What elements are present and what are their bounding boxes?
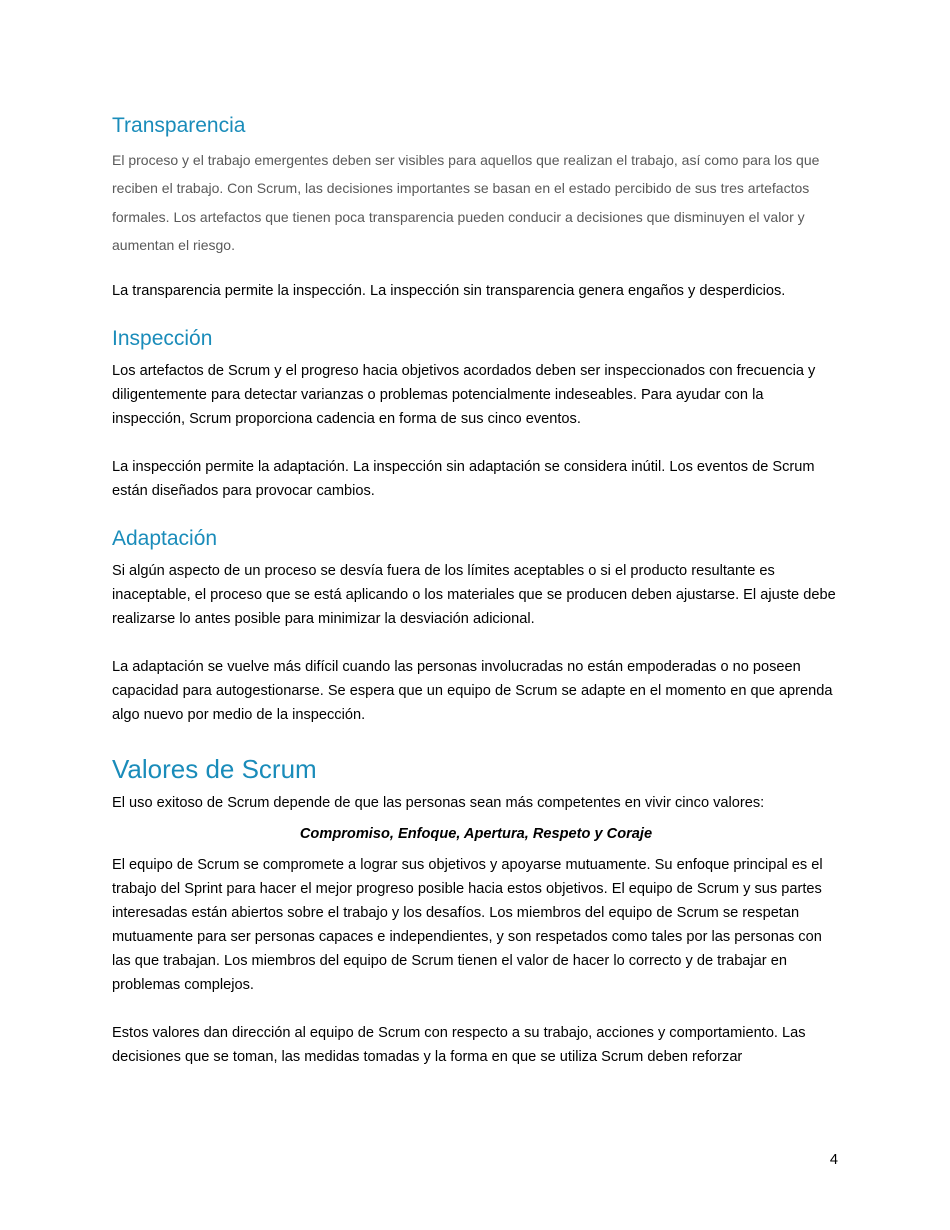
paragraph-valores-1: El equipo de Scrum se compromete a lograr sus objetivos y apoyarse mutuamente. Su enfoque principal es el trabajo del Sprint para hacer el mejor progreso posible hacia estos objetivos. El equipo de Scrum y sus partes interesadas están abiertos sobre el trabajo y los desafíos. Los miembros del equipo de Scrum se respetan mutuamente para ser personas capaces e independientes, y son respetados como tales por las personas con las que trabajan. Los miembros del equipo de Scrum tienen el valor de hacer lo correcto y de trabajar en problemas complejos. <box>112 857 823 994</box>
heading-transparencia: Transparencia <box>112 114 246 137</box>
paragraph-valores-intro: El uso exitoso de Scrum depende de que las personas sean más competentes en vivir cinco valores: <box>112 795 765 812</box>
heading-inspeccion: Inspección <box>112 327 213 351</box>
heading-adaptacion: Adaptación <box>112 527 218 551</box>
values-list: Compromiso, Enfoque, Apertura, Respeto y Coraje <box>299 826 653 843</box>
heading-valores: Valores de Scrum <box>112 754 317 785</box>
document-page <box>112 112 840 1069</box>
section-transparencia <box>112 112 840 303</box>
section-valores <box>112 753 840 1069</box>
paragraph-inspeccion-2: La inspección permite la adaptación. La inspección sin adaptación se considera inútil. Los eventos de Scrum están diseñados para provocar cambios. <box>112 459 815 500</box>
paragraph-adaptacion-2: La adaptación se vuelve más difícil cuando las personas involucradas no están empoderadas o no poseen capacidad para autogestionarse. Se espera que un equipo de Scrum se adapte en el momento en que aprenda algo nuevo por medio de la inspección. <box>112 659 833 724</box>
page-number: 4 <box>829 1152 838 1168</box>
paragraph-valores-2: Estos valores dan dirección al equipo de Scrum con respecto a su trabajo, acciones y comportamiento. Las decisiones que se toman, las medidas tomadas y la forma en que se utiliza Scrum deben reforzar <box>112 1025 806 1066</box>
paragraph-inspeccion-1: Los artefactos de Scrum y el progreso hacia objetivos acordados deben ser inspeccionados con frecuencia y diligentemente para detectar varianzas o problemas potencialmente indeseables. Para ayudar con la inspección, Scrum proporciona cadencia en forma de sus cinco eventos. <box>112 363 816 428</box>
paragraph-adaptacion-1: Si algún aspecto de un proceso se desvía fuera de los límites aceptables o si el producto resultante es inaceptable, el proceso que se está aplicando o los materiales que se producen deben ajustarse. El ajuste debe realizarse lo antes posible para minimizar la desviación adicional. <box>112 563 836 628</box>
paragraph-transparencia-2: La transparencia permite la inspección. La inspección sin transparencia genera engaños y desperdicios. <box>112 283 786 300</box>
section-adaptacion <box>112 525 840 727</box>
paragraph-transparencia-1: El proceso y el trabajo emergentes deben ser visibles para aquellos que realizan el trabajo, así como para los que reciben el trabajo. Con Scrum, las decisiones importantes se basan en el estado percibido de sus tres artefactos formales. Los artefactos que tienen poca transparencia pueden conducir a decisiones que disminuyen el valor y aumentan el riesgo. <box>112 152 820 253</box>
section-inspeccion <box>112 325 840 503</box>
